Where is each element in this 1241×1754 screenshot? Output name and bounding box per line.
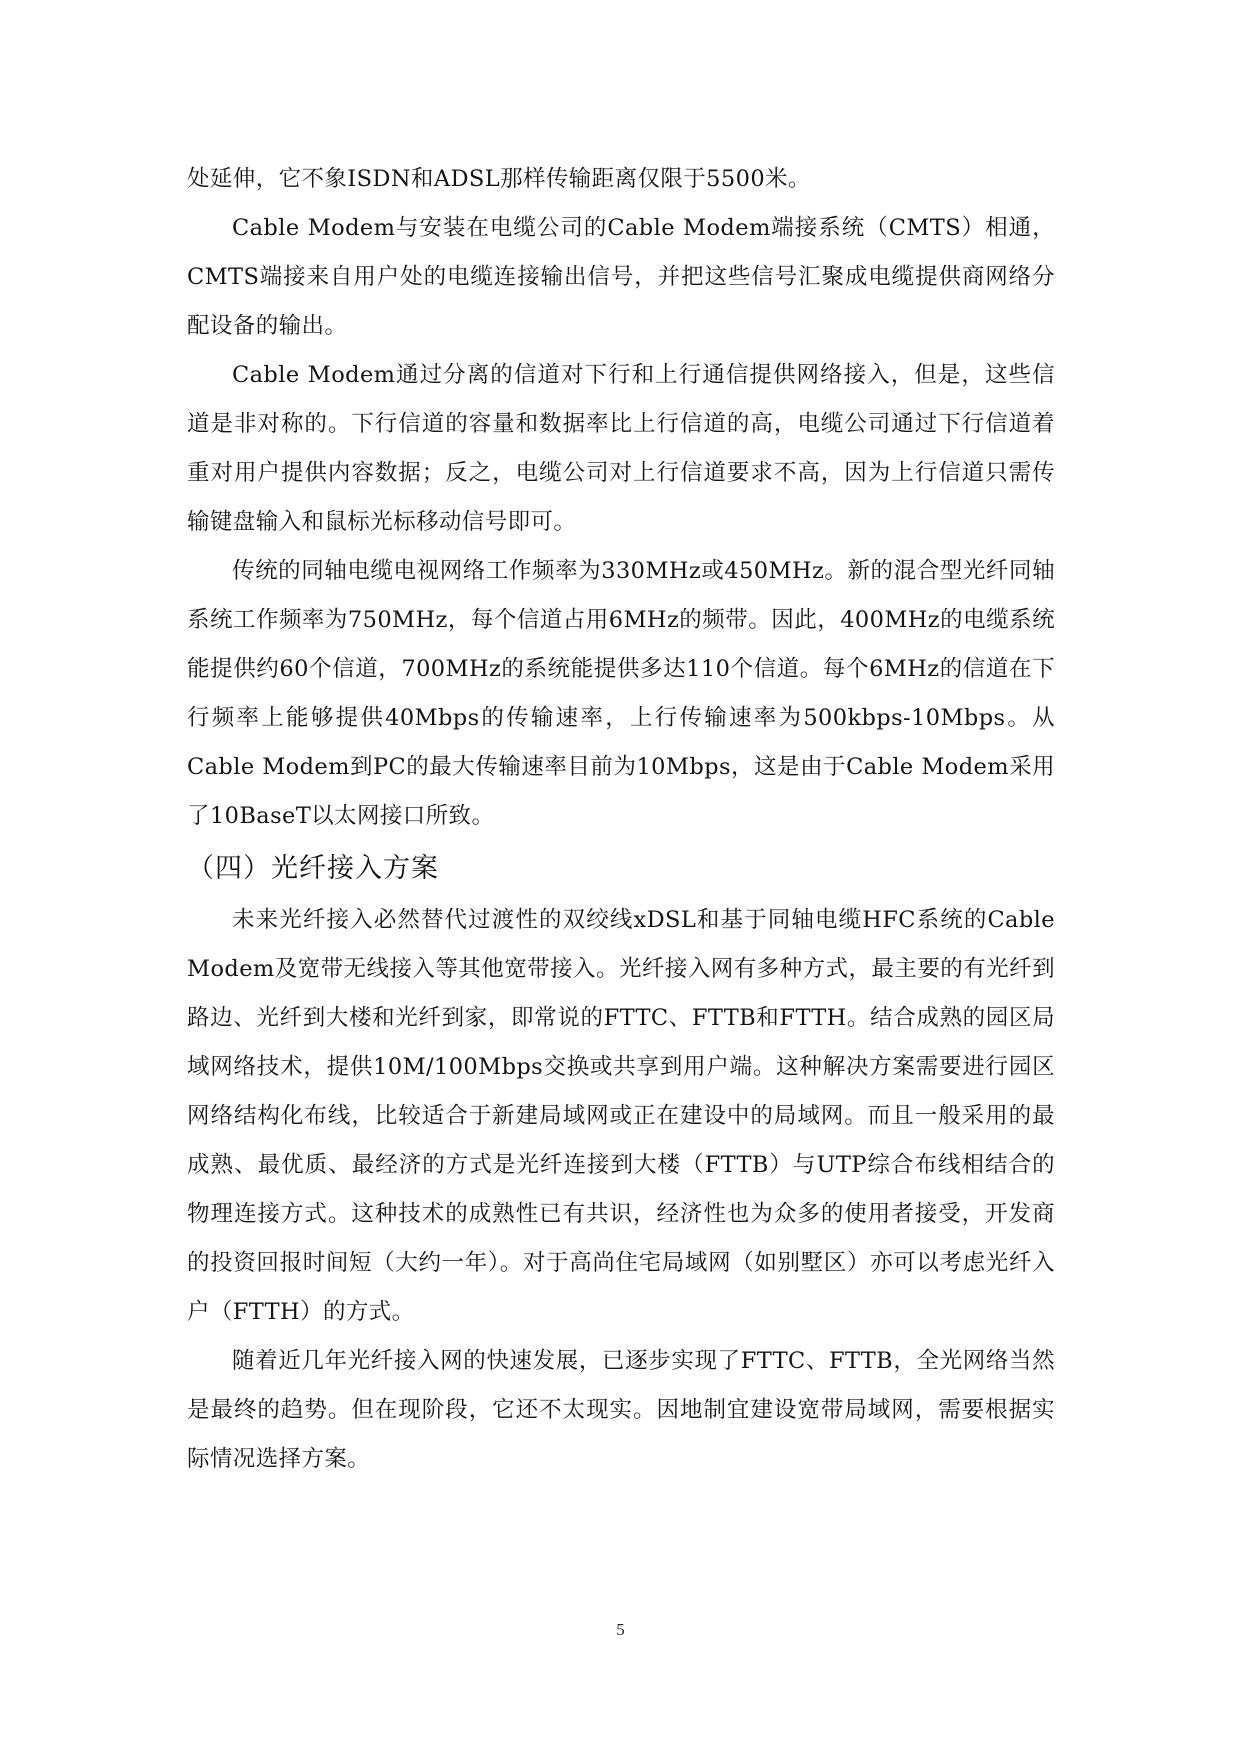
paragraph-frequencies: 传统的同轴电缆电视网络工作频率为330MHz或450MHz。新的混合型光纤同轴系统工作频率为750MHz，每个信道占用6MHz的频带。因此，400MHz的电缆系统能提供约60个信道，700MHz的系统能提供多达110个信道。每个6MHz的信道在下行频率上能够提供40Mbps的传输速率，上行传输速率为500kbps-10Mbps。从Cable Modem到PC的最大传输速率目前为10Mbps，这是由于Cable Modem采用了10BaseT以太网接口所致。 (187, 558, 1055, 829)
paragraph-fiber-outlook: 随着近几年光纤接入网的快速发展，已逐步实现了FTTC、FTTB，全光网络当然是最终的趋势。但在现阶段，它还不太现实。因地制宜建设宽带局域网，需要根据实际情况选择方案。 (187, 1348, 1055, 1472)
section-heading: （四）光纤接入方案 (187, 853, 439, 884)
paragraph-fiber-access: 未来光纤接入必然替代过渡性的双绞线xDSL和基于同轴电缆HFC系统的Cable Modem及宽带无线接入等其他宽带接入。光纤接入网有多种方式，最主要的有光纤到路边、光纤到大楼和光纤到家，即常说的FTTC、FTTB和FTTH。结合成熟的园区局域网络技术，提供10M/100Mbps交换或共享到用户端。这种解决方案需要进行园区网络结构化布线，比较适合于新建局域网或正在建设中的局域网。而且一般采用的最成熟、最优质、最经济的方式是光纤连接到大楼（FTTB）与UTP综合布线相结合的物理连接方式。这种技术的成熟性已有共识，经济性也为众多的使用者接受，开发商的投资回报时间短（大约一年）。对于高尚住宅局域网（如别墅区）亦可以考虑光纤入户（FTTH）的方式。 (187, 907, 1055, 1325)
paragraph-cmts: Cable Modem与安装在电缆公司的Cable Modem端接系统（CMTS）相通，CMTS端接来自用户处的电缆连接输出信号，并把这些信号汇聚成电缆提供商网络分配设备的输出。 (187, 215, 1055, 339)
page-number: 5 (616, 1620, 625, 1639)
page-body (187, 155, 1055, 1484)
paragraph-continuation: 处延伸，它不象ISDN和ADSL那样传输距离仅限于5500米。 (187, 166, 811, 192)
paragraph-asymmetric-channels: Cable Modem通过分离的信道对下行和上行通信提供网络接入，但是，这些信道是非对称的。下行信道的容量和数据率比上行信道的高，电缆公司通过下行信道着重对用户提供内容数据；反之，电缆公司对上行信道要求不高，因为上行信道只需传输键盘输入和鼠标光标移动信号即可。 (187, 362, 1055, 535)
